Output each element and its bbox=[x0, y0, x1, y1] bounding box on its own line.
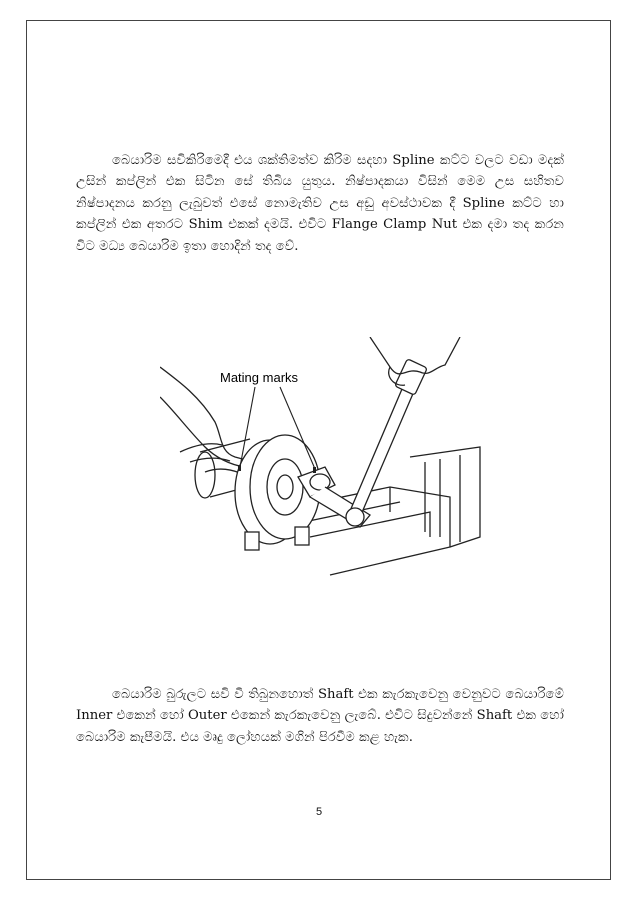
paragraph-1: බෙයාරිම සවිකිරිමෙදී එය ශක්තිමත්ව කිරිම සදහා Spline කට්ට වලට වඩා මදක් උසින් කප්ලින් එක සිටින සේ තිබිය යුතුය. නිෂ්පාදකයා විසින් මෙම උස සහිතව නිෂ්පාදනය කරනු ලැබුවත් එසේ නොමැතිව උස අඩු අවස්ථාවක දී Spline කට්ට හා කප්ලින් එක අතරට Shim එකක් දමයි. එවිට Flange Clamp Nut එක දමා තද කරන විට මධ්‍ය බෙයාරිම ඉතා හොදින් තද වේ. bbox=[76, 153, 564, 254]
page-number: 5 bbox=[315, 806, 323, 818]
paragraph-2: බෙයාරිම බුරුලට සවි වී තිබුනහොත් Shaft එක කැරකැවෙනු වෙනුවට බෙයාරිමේ Inner එකෙන් හෝ Outer එකෙන් කැරකැවෙනු ලැබේ. එවිට සිදුවන්නේ Shaft එක හෝ බෙයාරිම කැපීමයි. එය මෘදු ලෝහයක් මගින් පිරවීම කළ හැක. bbox=[76, 687, 564, 745]
bearing-illustration bbox=[160, 337, 485, 577]
wrench bbox=[346, 359, 427, 526]
mating-marks-label: Mating marks bbox=[220, 370, 299, 385]
